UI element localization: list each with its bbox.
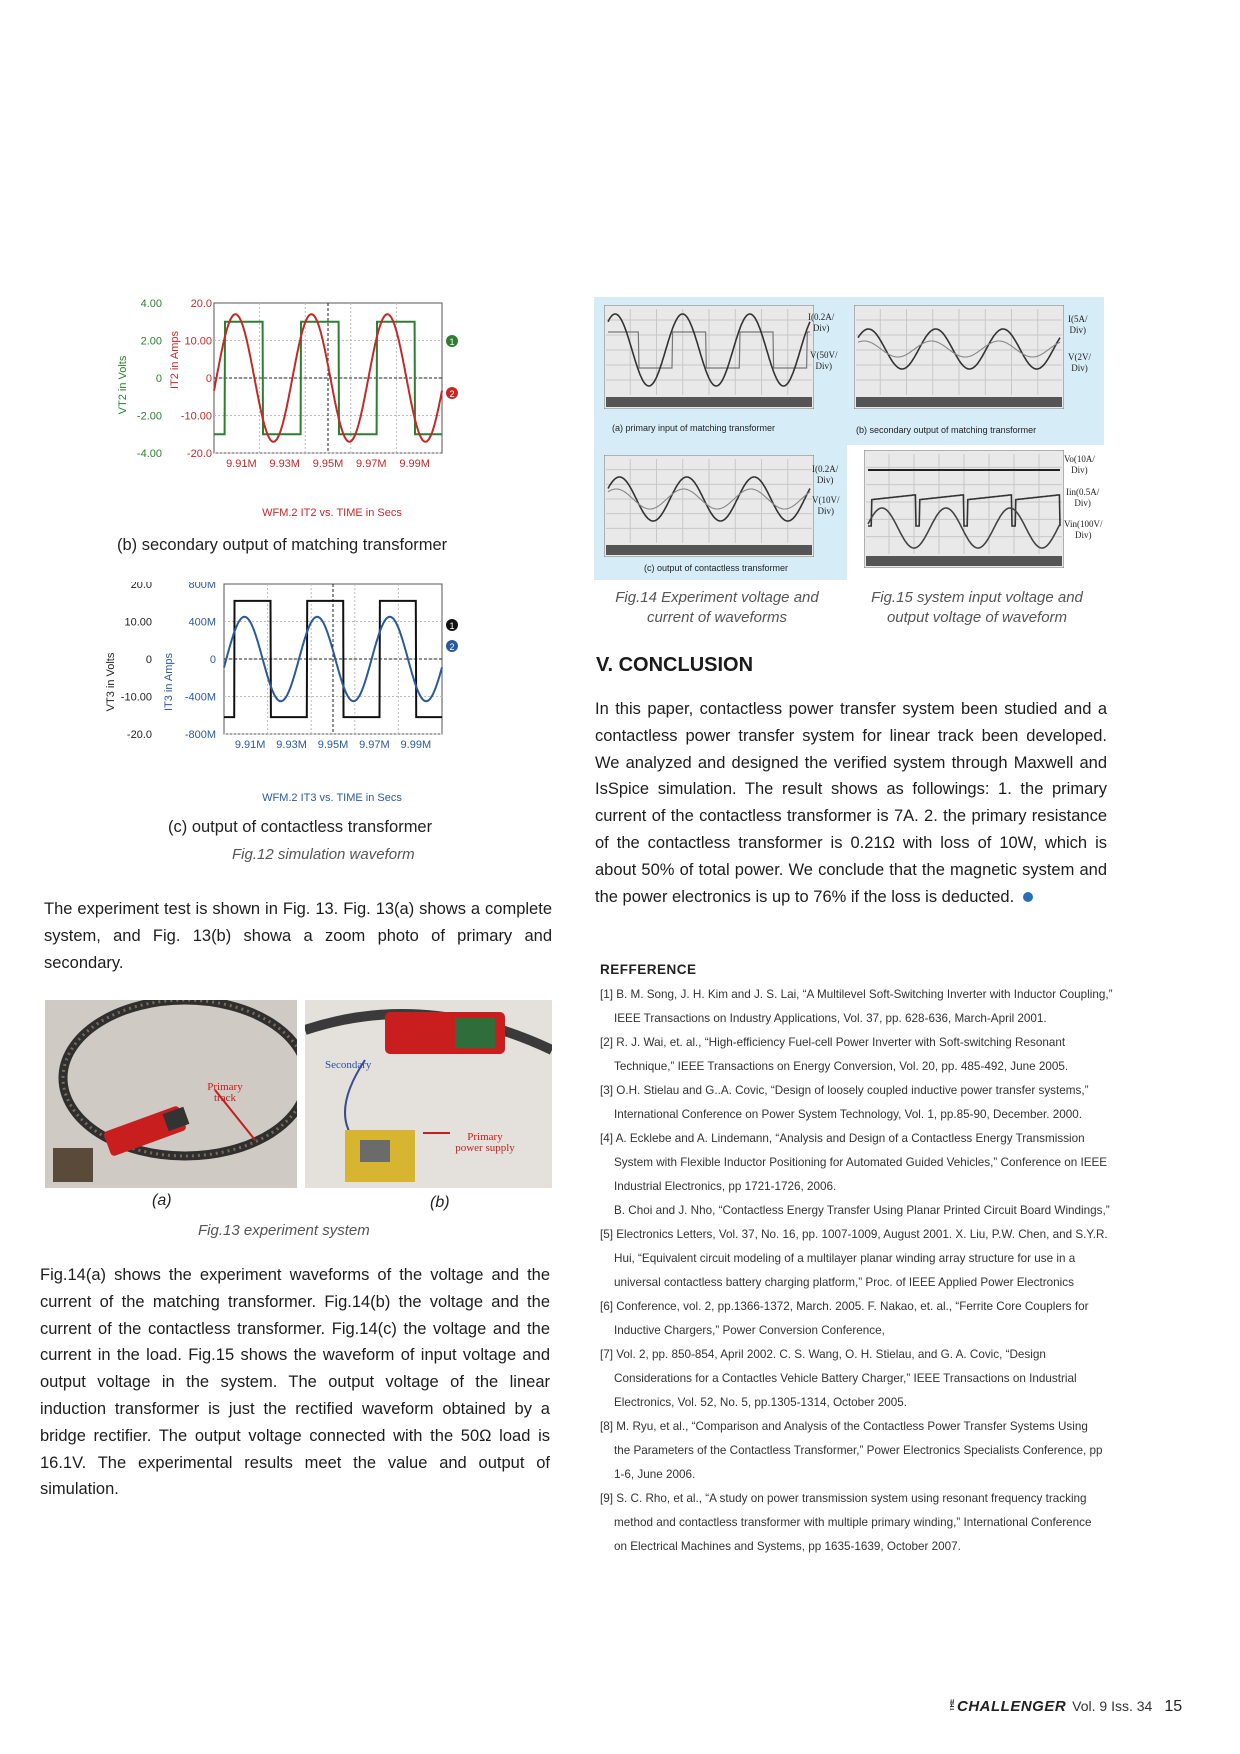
fig15-scope xyxy=(864,450,1064,568)
fig14-b-scope xyxy=(854,305,1064,409)
reference-line: the Parameters of the Contactless Transformer,” Power Electronics Specialists Conference, pp xyxy=(614,1444,1103,1457)
fig13-photo-b xyxy=(305,1000,552,1188)
references-heading: REFFERENCE xyxy=(600,962,697,977)
fig14-a-scope xyxy=(604,305,814,409)
fig12-b-right-axis-label: IT2 in Amps xyxy=(169,330,181,390)
fig13-primary-power-label-2: power supply xyxy=(455,1142,515,1154)
fig15-vo-label-2: Div) xyxy=(1071,465,1088,475)
c-right-tick: 400M xyxy=(188,616,216,629)
fig14-a-current-label-1: I(0.2A/ xyxy=(808,312,835,322)
fig12-b-x-ticks xyxy=(226,458,430,470)
end-bullet-icon xyxy=(1023,892,1033,902)
fig14-caption-line-2: current of waveforms xyxy=(646,609,788,626)
fig12-b-left-axis-label: VT2 in Volts xyxy=(117,355,129,415)
fig15-iin-label xyxy=(1066,487,1099,509)
fig12-c-caption: (c) output of contactless transformer xyxy=(168,818,433,836)
b-x-tick: 9.91M xyxy=(226,458,257,470)
fig13-secondary-label: Secondary xyxy=(325,1059,372,1071)
fig13-photo-a-image xyxy=(45,1000,297,1188)
fig15-vo-label-1: Vo(10A/ xyxy=(1064,454,1095,464)
fig14-c-voltage-label-2: Div) xyxy=(817,506,834,516)
scope-15-menu-bar xyxy=(866,556,1062,566)
fig13-photo-a xyxy=(45,1000,297,1188)
conclusion-text: In this paper, contactless power transfer system been studied and a contactless power transfer system for linear track been developed. We analyzed and designed the verified system through Maxwell and IsSpice simulation. The result shows as followings: 1. the primary current of the contactless transformer is 7A. 2. the primary resistance of the contactless transformer is 0.21Ω with loss of 10W, which is about 50% of total power. We conclude that the magnetic system and the power electronics is up to 76% if the loss is deducted. xyxy=(595,700,1107,906)
fig12-c-marker-2-label: 2 xyxy=(449,642,455,652)
fig14-a-caption: (a) primary input of matching transformer xyxy=(612,423,776,433)
scope-c-menu-bar xyxy=(606,545,812,555)
c-right-tick: 0 xyxy=(209,654,216,666)
reference-line: Electronics, Vol. 52, No. 5, pp.1305-1314, October 2005. xyxy=(614,1396,908,1409)
reference-line: Considerations for a Contactles Vehicle Battery Charger,” IEEE Transactions on Industrial xyxy=(614,1372,1077,1385)
scope-a-menu-bar xyxy=(606,397,812,407)
fig14-a-voltage-label xyxy=(810,350,838,372)
reference-list xyxy=(600,983,1120,1559)
fig13-label-b: (b) xyxy=(430,1194,450,1211)
footer xyxy=(950,1698,1182,1722)
reference-line: Technique,” IEEE Transactions on Energy Conversion, Vol. 20, pp. 485-492, June 2005. xyxy=(614,1060,1069,1073)
fig15-caption-line-2: output voltage of waveform xyxy=(886,609,1068,626)
fig12-b-chart xyxy=(100,295,480,525)
fig12-b-left-ticks xyxy=(137,298,162,460)
experiment-paragraph: The experiment test is shown in Fig. 13. Fig. 13(a) shows a complete system, and Fig. 13(b) showa a zoom photo of primary and secondary. xyxy=(44,900,552,972)
fig12-b-x-label: WFM.2 IT2 vs. TIME in Secs xyxy=(262,507,402,519)
fig12-b-marker-1-label: 1 xyxy=(449,337,455,347)
b-left-tick: 2.00 xyxy=(140,335,162,348)
reference-line: System with Flexible Inductor Positioning for Automated Guided Vehicles,” Conference on IEEE xyxy=(614,1156,1108,1169)
c-left-tick: -20.0 xyxy=(126,729,152,741)
reference-line: International Conference on Power System Technology, Vol. 1, pp.85-90, December. 2000. xyxy=(614,1108,1082,1121)
b-left-tick: -4.00 xyxy=(136,448,162,460)
fig15-caption xyxy=(862,588,1092,628)
fig13-primary-power-label-1: Primary xyxy=(467,1131,503,1143)
footer-volume: Vol. 9 Iss. 34 xyxy=(1072,1698,1153,1714)
fig12-c-right-ticks xyxy=(185,582,216,741)
footer-logo-text: CHALLENGER xyxy=(957,1698,1067,1715)
fig12-b-right-ticks xyxy=(181,298,212,460)
fig12-b-marker-2-label: 2 xyxy=(449,389,455,399)
conclusion-heading: V. CONCLUSION xyxy=(596,654,754,676)
fig14-b-current-label-2: Div) xyxy=(1069,325,1086,335)
fig14-c-caption: (c) output of contactless transformer xyxy=(644,563,789,573)
reference-line: [4] A. Ecklebe and A. Lindemann, “Analysis and Design of a Contactless Energy Transmission xyxy=(600,1132,1085,1145)
reference-line: Hui, “Equivalent circuit modeling of a multilayer planar winding array structure for use in a xyxy=(614,1252,1076,1265)
fig12-c-marker-1-label: 1 xyxy=(449,621,455,631)
fig13-primary-track-label-1: Primary xyxy=(207,1081,243,1093)
fig14-a-current-label-2: Div) xyxy=(812,323,830,333)
fig14-caption xyxy=(602,588,832,628)
fig13-primary-track-label-2: track xyxy=(214,1092,236,1104)
reference-line: [2] R. J. Wai, et. al., “High-efficiency Fuel-cell Power Inverter with Soft-switching Resonant xyxy=(600,1036,1066,1049)
conclusion-text-block xyxy=(595,696,1107,910)
b-left-tick: 0 xyxy=(155,373,162,385)
reference-line: [5] Electronics Letters, Vol. 37, No. 16, pp. 1007-1009, August 2001. X. Liu, P.W. Chen, and S.Y.R. xyxy=(600,1228,1108,1241)
footer-page-number: 15 xyxy=(1164,1698,1183,1715)
fig15-iin-label-2: Div) xyxy=(1074,498,1091,508)
fig14-b-voltage-label-1: V(2V/ xyxy=(1068,352,1091,362)
fig15-iin-label-1: Iin(0.5A/ xyxy=(1066,487,1100,497)
c-right-tick: -800M xyxy=(184,729,216,741)
footer-logo-small: THE xyxy=(950,1699,956,1711)
fig14-b-voltage-label-2: Div) xyxy=(1071,363,1088,373)
fig12-c-plot-area xyxy=(224,584,442,734)
b-right-tick: -20.0 xyxy=(186,448,212,460)
fig14-a-current-label xyxy=(808,312,834,334)
b-right-tick: 10.00 xyxy=(184,335,212,348)
fig12-c-chart xyxy=(100,582,480,808)
fig14-c-voltage-label-1: V(10V/ xyxy=(812,495,840,505)
fig14-b-caption: (b) secondary output of matching transformer xyxy=(856,425,1037,435)
reference-line: [6] Conference, vol. 2, pp.1366-1372, March. 2005. F. Nakao, et. al., “Ferrite Core Couplers for xyxy=(600,1300,1089,1313)
c-left-tick: 0 xyxy=(145,654,152,666)
c-x-tick: 9.91M xyxy=(234,739,266,751)
fig12-b-caption: (b) secondary output of matching transformer xyxy=(117,536,448,554)
scope-b-menu-bar xyxy=(856,397,1062,407)
fig14-c-current-label-1: I(0.2A/ xyxy=(812,464,839,474)
fig15-caption-line-1: Fig.15 system input voltage and xyxy=(871,589,1083,606)
fig12-c-right-axis-label: IT3 in Amps xyxy=(163,652,175,712)
reference-line: [7] Vol. 2, pp. 850-854, April 2002. C. S. Wang, O. H. Stielau, and G. A. Covic, “Design xyxy=(600,1348,1046,1361)
reference-line: universal contactless battery charging platform,” Proc. of IEEE Applied Power Electronics xyxy=(614,1276,1074,1289)
c-x-tick: 9.99M xyxy=(400,739,432,751)
fig14-paragraph: Fig.14(a) shows the experiment waveforms of the voltage and the current of the matching transformer. Fig.14(b) the voltage and the current of the contactless transformer. Fig.14(c) the voltage and the current in the load. Fig.15 shows the waveform of input voltage and output voltage in the system. The output voltage of the linear induction transformer is just the rectified waveform obtained by a bridge rectifier. The output voltage connected with the 50Ω load is 16.1V. The experimental results meet the value and output of simulation. xyxy=(40,1266,550,1499)
reference-line: [1] B. M. Song, J. H. Kim and J. S. Lai, “A Multilevel Soft-Switching Inverter with Inductor Coupling,” xyxy=(600,988,1113,1001)
reference-line: Industrial Electronics, pp 1721-1726, 2006. xyxy=(614,1180,837,1193)
reference-line: B. Choi and J. Nho, “Contactless Energy Transfer Using Planar Printed Circuit Board Windings,” xyxy=(614,1204,1110,1217)
b-left-tick: 4.00 xyxy=(140,298,162,310)
fig14-a-voltage-label-1: V(50V/ xyxy=(810,350,838,360)
fig14-b-voltage-label xyxy=(1068,352,1091,374)
c-x-tick: 9.97M xyxy=(359,739,390,751)
c-left-tick: 20.0 xyxy=(130,582,152,591)
fig12-c-x-ticks xyxy=(235,739,431,751)
fig14-caption-line-1: Fig.14 Experiment voltage and xyxy=(615,589,819,606)
fig15-vin-label xyxy=(1064,519,1102,541)
b-right-tick: -10.00 xyxy=(180,410,212,423)
footer-logo xyxy=(950,1698,1066,1715)
fig14-c-scope xyxy=(604,455,814,557)
reference-line: [9] S. C. Rho, et al., “A study on power transmission system using resonant frequency tracking xyxy=(600,1492,1087,1505)
fig15-vin-label-1: Vin(100V/ xyxy=(1064,519,1103,529)
c-right-tick: -400M xyxy=(184,691,216,704)
fig14-b-current-label xyxy=(1068,314,1088,336)
c-x-tick: 9.95M xyxy=(317,739,349,751)
reference-line: method and contactless transformer with multiple primary winding,” International Conference xyxy=(614,1516,1092,1529)
b-x-tick: 9.99M xyxy=(399,458,430,470)
reference-line: Inductive Chargers,” Power Conversion Conference, xyxy=(614,1324,885,1337)
b-x-tick: 9.93M xyxy=(269,458,300,470)
b-x-tick: 9.97M xyxy=(356,458,387,470)
fig13-label-a: (a) xyxy=(152,1192,172,1209)
b-right-tick: 0 xyxy=(205,373,212,385)
b-right-tick: 20.0 xyxy=(190,298,212,310)
fig14-c-current-label-2: Div) xyxy=(816,475,834,485)
fig15-vo-label xyxy=(1064,454,1095,476)
fig14-b-current-label-1: I(5A/ xyxy=(1068,314,1088,324)
fig13-caption: Fig.13 experiment system xyxy=(198,1222,370,1239)
fig14-c-voltage-label xyxy=(812,495,840,517)
fig12-c-left-ticks xyxy=(121,582,152,741)
fig12-c-x-label: WFM.2 IT3 vs. TIME in Secs xyxy=(262,792,402,804)
reference-line: 1-6, June 2006. xyxy=(614,1468,696,1481)
reference-line: on Electrical Machines and Systems, pp 1635-1639, October 2007. xyxy=(614,1540,961,1553)
fig14-c-current-label xyxy=(812,464,838,486)
c-right-tick: 800M xyxy=(188,582,216,591)
c-left-tick: 10.00 xyxy=(124,616,152,629)
c-x-tick: 9.93M xyxy=(276,739,307,751)
reference-line: IEEE Transactions on Industry Applications, Vol. 37, pp. 628-636, March-April 2001. xyxy=(614,1012,1047,1025)
c-left-tick: -10.00 xyxy=(120,691,152,704)
fig12-b xyxy=(100,295,480,525)
fig14-a-voltage-label-2: Div) xyxy=(815,361,832,371)
fig15-vin-label-2: Div) xyxy=(1074,530,1092,540)
b-left-tick: -2.00 xyxy=(136,410,162,423)
reference-line: [8] M. Ryu, et al., “Comparison and Analysis of the Contactless Power Transfer Systems Using xyxy=(600,1420,1088,1433)
fig12-c-left-axis-label: VT3 in Volts xyxy=(105,652,117,712)
reference-line: [3] O.H. Stielau and G..A. Covic, “Design of loosely coupled inductive power transfer systems,” xyxy=(600,1084,1089,1097)
b-x-tick: 9.95M xyxy=(312,458,344,470)
fig12-c xyxy=(100,582,480,808)
fig13-photo-b-image xyxy=(305,1000,552,1188)
fig12-b-plot-area xyxy=(214,303,442,453)
fig12-caption: Fig.12 simulation waveform xyxy=(232,846,415,863)
